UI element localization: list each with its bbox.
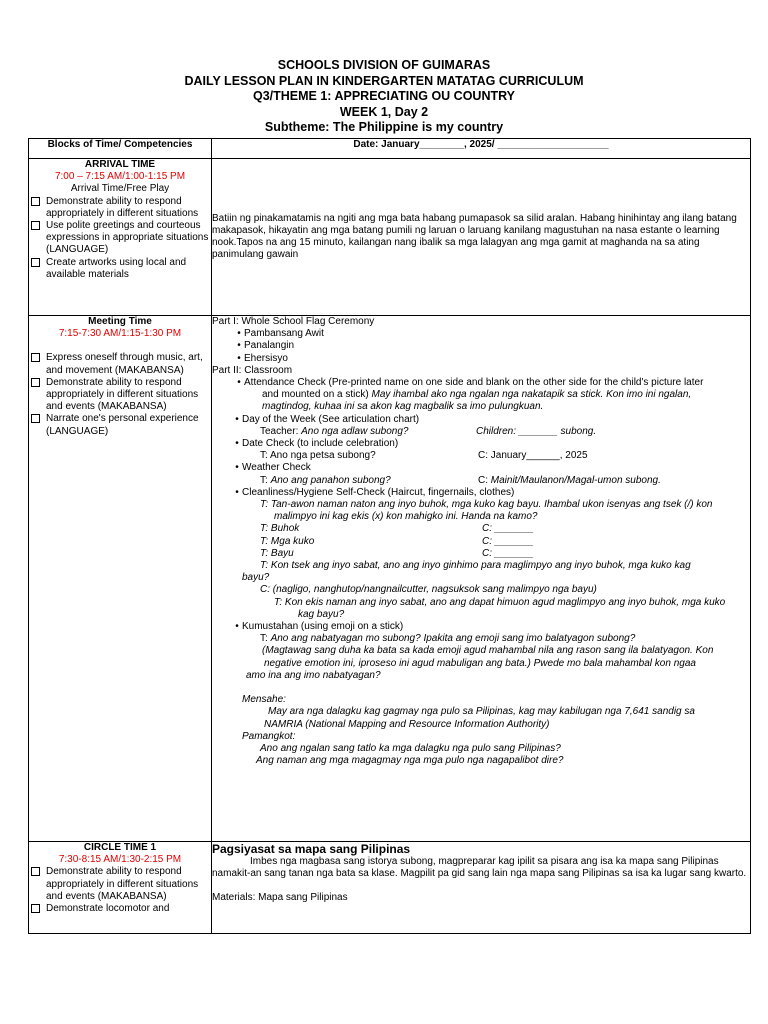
mensahe-label: Mensahe: xyxy=(242,694,286,706)
clean-teacher-3b: kag bayu? xyxy=(298,608,345,620)
bullet-icon: • xyxy=(237,352,241,364)
bullet-icon: • xyxy=(235,413,239,425)
mensahe-line-2: NAMRIA (National Mapping and Resource Information Authority) xyxy=(264,718,550,730)
pamangkot-line-1: Ano ang ngalan sang tatlo ka mga dalagku nga pulo sang Pilipinas? xyxy=(260,742,561,754)
header-quarter-theme: Q3/THEME 1: APPRECIATING OU COUNTRY xyxy=(252,89,516,103)
clean-teacher-2b: bayu? xyxy=(242,572,270,584)
table-header-row xyxy=(29,139,751,159)
bullet-icon: • xyxy=(237,377,241,389)
bullet-icon: • xyxy=(237,340,241,352)
clean-pair: T: Bayu C: _______ xyxy=(260,547,534,559)
clean-pair: T: Buhok C: _______ xyxy=(260,523,534,535)
arrival-competencies xyxy=(29,159,212,316)
list-item: • Panalangin xyxy=(212,340,750,352)
attendance-detail: and mounted on a stick) May ihambal ako nga ngalan nga nakatapik sa stick. Kon imo ini ngalan, xyxy=(262,389,692,401)
document-header xyxy=(0,58,768,136)
circle-title: CIRCLE TIME 1 xyxy=(83,842,157,853)
arrival-subtitle: Arrival Time/Free Play xyxy=(70,183,170,195)
header-division: SCHOOLS DIVISION OF GUIMARAS xyxy=(277,58,491,72)
part2-heading: Part II: Classroom xyxy=(212,364,293,376)
list-item: • Pambansang Awit xyxy=(212,328,750,340)
part1-heading: Part I: Whole School Flag Ceremony xyxy=(212,316,375,327)
bullet-icon: • xyxy=(235,462,239,474)
kum-note-2: negative emotion ini, iproseso ini agud mabuligan ang bata.) Pwede mo bala mahambal kon ngaa xyxy=(264,657,696,669)
date-check: • Date Check (to include celebration) xyxy=(212,438,750,450)
checkbox-icon xyxy=(31,867,40,876)
checkbox-icon xyxy=(31,414,40,423)
bullet-icon: • xyxy=(237,328,241,340)
arrival-row xyxy=(29,159,751,316)
checkbox-icon xyxy=(31,904,40,913)
meeting-time: 7:15-7:30 AM/1:15-1:30 PM xyxy=(58,328,182,340)
kumustahan: • Kumustahan (using emoji on a stick) xyxy=(212,621,750,633)
clean-pair: T: Mga kuko C: _______ xyxy=(260,535,534,547)
lesson-plan-table xyxy=(28,138,751,934)
checkbox-icon xyxy=(31,258,40,267)
bullet-icon: • xyxy=(235,486,239,498)
attendance-check: • Attendance Check (Pre-printed name on one side and blank on the other side for the child's picture later xyxy=(212,377,750,389)
circle-time: 7:30-8:15 AM/1:30-2:15 PM xyxy=(58,854,182,866)
competency-item: Demonstrate ability to respond appropriately in different situations xyxy=(29,196,211,220)
col-header-blocks: Blocks of Time/ Competencies xyxy=(29,139,212,159)
clean-teacher-1b: malimpyo ini kag ekis (x) kon mahigko ini. Handa na kamo? xyxy=(274,511,538,523)
dow-dialog: Teacher: Ano nga adlaw subong? Children: _______ subong. xyxy=(260,425,597,437)
competency-item: Use polite greetings and courteous expressions in appropriate situations (LANGUAGE) xyxy=(29,220,211,257)
arrival-activity: Batiin ng pinakamatamis na ngiti ang mga bata habang pumapasok sa silid aralan. Habang hinihintay ang ilang batang makapasok, hikayatin ang mga batang pumili ng laruan o laruang kanilang magustuhan na nasa estante o learning nook.Tapos na ang 15 minuto, kailangan nang ibalik sa mga lalagyan ang mga gamit at maghanda na sa ating panimulang gawain xyxy=(212,159,751,316)
meeting-competencies xyxy=(29,316,212,842)
circle-activity-title: Pagsiyasat sa mapa sang Pilipinas xyxy=(212,842,411,856)
arrival-title: ARRIVAL TIME xyxy=(84,159,156,170)
attendance-detail-2: magtindog, kuhaa ini sa akon kag magbalik sa imo pulungkuan. xyxy=(262,401,544,413)
kum-note-1: (Magtawag sang duha ka bata sa kada emoji agud mahambal nila ang rason sang ila balatyagon. Kon xyxy=(262,645,714,657)
clean-teacher-2: T: Kon tsek ang inyo sabat, ano ang inyo ginhimo para maglimpyo ang inyo buhok, mga kuko kag xyxy=(260,560,691,572)
pamangkot-line-2: Ang naman ang mga magagmay nga mga pulo nga nagapalibot dire? xyxy=(256,755,564,767)
competency-item: Narrate one's personal experience (LANGUAGE) xyxy=(29,413,211,437)
header-subtheme: Subtheme: The Philippine is my country xyxy=(264,120,504,134)
kum-teacher: T: Ano ang nabatyagan mo subong? Ipakita ang emoji sang imo balatyagon subong? xyxy=(260,633,636,645)
competency-item: Demonstrate locomotor and xyxy=(29,903,211,915)
cleanliness-check: • Cleanliness/Hygiene Self-Check (Haircut, fingernails, clothes) xyxy=(212,487,750,499)
meeting-activity xyxy=(212,316,751,842)
competency-item: Create artworks using local and available materials xyxy=(29,257,211,281)
clean-children-2: C: (nagligo, nanghutop/nangnailcutter, nagsuksok sang malimpyo nga bayu) xyxy=(260,584,597,596)
pamangkot-label: Pamangkot: xyxy=(242,730,296,742)
clean-teacher-1: T: Tan-awon naman naton ang inyo buhok, mga kuko kag bayu. Ihambal ukon isenyas ang tsek (/) kon xyxy=(260,499,713,511)
kum-note-3: amo ina ang imo nabatyagan? xyxy=(246,669,381,681)
weather-check: • Weather Check xyxy=(212,462,750,474)
circle-materials: Materials: Mapa sang Pilipinas xyxy=(212,892,348,904)
checkbox-icon xyxy=(31,378,40,387)
date-dialog: T: Ano nga petsa subong? C: January______, 2025 xyxy=(260,450,588,462)
checkbox-icon xyxy=(31,353,40,362)
meeting-row xyxy=(29,316,751,842)
competency-item: Express oneself through music, art, and movement (MAKABANSA) xyxy=(29,352,211,376)
mensahe-line-1: May ara nga dalagku kag gagmay nga pulo sa Pilipinas, kag may kabilugan nga 7,641 sandig sa xyxy=(268,706,695,718)
circle-activity xyxy=(212,842,751,934)
arrival-time: 7:00 – 7:15 AM/1:00-1:15 PM xyxy=(54,171,186,183)
bullet-icon: • xyxy=(235,621,239,633)
competency-item: Demonstrate ability to respond appropriately in different situations and events (MAKABANSA) xyxy=(29,866,211,903)
list-item: • Ehersisyo xyxy=(212,353,750,365)
header-week-day: WEEK 1, Day 2 xyxy=(339,104,429,119)
competency-item: Demonstrate ability to respond appropriately in different situations and events (MAKABANSA) xyxy=(29,377,211,414)
day-of-week: • Day of the Week (See articulation chart) xyxy=(212,414,750,426)
circle-row xyxy=(29,842,751,934)
meeting-title: Meeting Time xyxy=(88,316,152,327)
checkbox-icon xyxy=(31,197,40,206)
circle-competencies xyxy=(29,842,212,934)
checkbox-icon xyxy=(31,221,40,230)
circle-activity-text: Imbes nga magbasa sang istorya subong, magpreparar kag ipilit sa pisara ang isa ka mapa sang Pilipinas namakit-an sang tanan nga bata sa klase. Magpilit pa gid sang lain nga mapa sang Pilipinas sa isa ka lugar sang kwarto. xyxy=(212,856,747,880)
clean-teacher-3: T: Kon ekis naman ang inyo sabat, ano ang dapat himuon agud maglimpyo ang inyo buhok, mga kuko xyxy=(274,596,726,608)
col-header-date: Date: January________, 2025/ ____________________ xyxy=(212,139,751,159)
weather-dialog: T: Ano ang panahon subong? C: Mainit/Maulanon/Magal-umon subong. xyxy=(260,474,661,486)
bullet-icon: • xyxy=(235,438,239,450)
header-plan-title: DAILY LESSON PLAN IN KINDERGARTEN MATATAG CURRICULUM xyxy=(184,73,584,88)
